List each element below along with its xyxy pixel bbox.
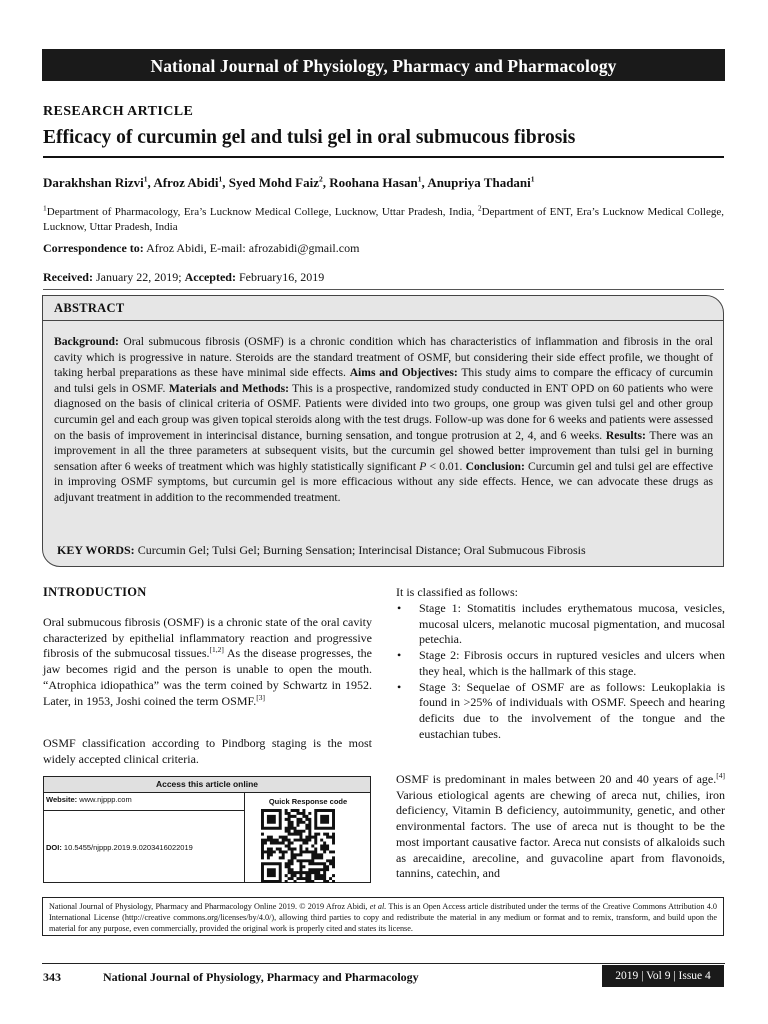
doi-field[interactable] xyxy=(46,843,193,852)
affiliation-text: Department of ENT, Era’s Lucknow Medical College, Lucknow, Uttar Pradesh, India xyxy=(43,206,724,233)
results-text: There was an improvement in all the three parameters at subsequent visits, but the curcumin gel showed better improvement than tulsi gel in burning sensation after 6 weeks of treatment which was highly statistically significant xyxy=(54,428,713,473)
author-separator: , xyxy=(222,175,229,190)
accepted-date: February16, 2019 xyxy=(235,270,325,284)
conclusion-label: Conclusion: xyxy=(465,459,525,473)
author-name: Anupriya Thadani xyxy=(427,175,531,190)
affiliation-text: Department of Pharmacology, Era’s Lucknow Medical College, Lucknow, Uttar Pradesh, India, xyxy=(46,206,478,218)
website-field[interactable] xyxy=(46,795,132,804)
footer-journal-name: National Journal of Physiology, Pharmacy and Pharmacology xyxy=(103,970,419,984)
author-affiliation-marker: 1 xyxy=(143,174,148,184)
title-divider xyxy=(43,156,724,158)
introduction-paragraph-1 xyxy=(43,615,372,709)
doi-link[interactable]: 10.5455/njppp.2019.9.0203416022019 xyxy=(61,843,193,852)
aims-label: Aims and Objectives: xyxy=(349,366,458,380)
stage-list xyxy=(396,601,725,742)
keywords xyxy=(57,543,586,558)
intro-text: Oral submucous fibrosis (OSMF) is a chronic state of the oral cavity characterized by epithelial inflammatory reaction and progressive fibrosis of the submucosal tissues. xyxy=(43,615,372,661)
license-text: This is an Open Access article distributed under the terms of the Creative Commons Attribution 4.0 International License (http://creative commons.org/licenses/by/4.0/), allowing third parties to copy and redistribute the material in any medium or format and to remix, transform, and build upon the material for any purpose, even commercially, provided the original work is properly cited and states its license. xyxy=(49,902,717,933)
p-value-symbol: P xyxy=(419,459,427,473)
intro-text: As the disease progresses, the jaw becomes rigid and the person is unable to open the mouth. “Atrophica idiopathica” was the term coined by Schwartz in 1952. Later, in 1953, Joshi coined the term OSMF. xyxy=(43,646,372,708)
author-affiliation-marker: 2 xyxy=(319,174,323,184)
citation-ref[interactable]: [4] xyxy=(716,771,725,780)
results-label: Results: xyxy=(605,428,646,442)
body-paragraph xyxy=(396,772,725,882)
citation-ref[interactable]: [3] xyxy=(256,692,265,702)
affiliations xyxy=(43,205,724,235)
qr-label: Quick Response code xyxy=(268,797,348,806)
background-label: Background: xyxy=(54,335,119,348)
footer-divider xyxy=(42,963,725,964)
license-box xyxy=(42,897,724,936)
body-text: OSMF is predominant in males between 20 and 40 years of age. xyxy=(396,772,717,786)
qr-code-icon[interactable] xyxy=(261,809,335,883)
list-item: • Stage 2: Fibrosis occurs in ruptured vesicles and ulcers when they heal, which is the hallmark of this stage. xyxy=(396,648,725,679)
aims-text: This study aims to compare the efficacy of curcumin and tulsi gels in OSMF. xyxy=(54,366,713,395)
abstract-body xyxy=(54,334,713,506)
website-link[interactable]: www.njppp.com xyxy=(77,795,132,804)
access-box-divider xyxy=(44,810,244,811)
list-item: • Stage 1: Stomatitis includes erythematous mucosa, vesicles, mucosal ulcers, melanotic mucosal pigmentation, and mucosal petechia. xyxy=(396,601,725,648)
methods-text: This is a prospective, randomized study conducted in ENT OPD on 60 patients who were diagnosed on the basis of clinical criteria of OSMF. Patients were divided into two groups, one group was given tulsi gel and other group curcumin gel and each group was given topical steroids along with the test drugs. Follow-up was done for 6 weeks and patients were assessed on the basis of improvement in interincisal distance, burning sensation, and tongue protrusion at 2, 4, and 6 weeks. xyxy=(54,381,713,442)
author-name: Syed Mohd Faiz xyxy=(228,175,320,190)
results-text-end: < 0.01. xyxy=(426,459,466,473)
received-label: Received: xyxy=(43,270,93,284)
correspondence-text[interactable]: Afroz Abidi, E-mail: afrozabidi@gmail.com xyxy=(143,241,360,255)
abstract-divider xyxy=(42,320,724,321)
author-name: Darakhshan Rizvi xyxy=(43,175,144,190)
author-separator: , xyxy=(147,175,154,190)
methods-label: Materials and Methods: xyxy=(168,381,289,395)
citation-ref[interactable]: [1,2] xyxy=(209,645,224,655)
article-type: RESEARCH ARTICLE xyxy=(43,104,194,119)
author-name: Roohana Hasan xyxy=(329,175,418,190)
author-separator: , xyxy=(322,175,330,190)
dates-divider xyxy=(43,289,724,290)
affiliation-marker: 1 xyxy=(43,203,47,213)
correspondence-label: Correspondence to: xyxy=(43,241,144,255)
affiliation-marker: 2 xyxy=(477,203,482,213)
author-affiliation-marker: 1 xyxy=(417,174,422,184)
author-affiliation-marker: 1 xyxy=(530,174,535,184)
author-affiliation-marker: 1 xyxy=(218,174,223,184)
license-text: National Journal of Physiology, Pharmacy and Pharmacology Online 2019. © 2019 Afroz Abidi, xyxy=(49,902,370,911)
article-dates xyxy=(43,270,324,285)
conclusion-text: Curcumin gel and tulsi gel are effective in improving OSMF symptoms, but curcumin gel is more efficacious without any side effects. Hence, we can advocate these drugs as adjuvant treatment in addition to the recommended treatment. xyxy=(54,459,713,504)
body-text: Various etiological agents are chewing of areca nut, chilies, iron deficiency, Vitamin B deficiency, autoimmunity, genetic, and other environmental factors. The use of areca nut is thought to be the most important causative factor. Areca nut consists of alkaloids such as arecaidine, arecoline, and guvacoline apart from flavonoids, tannins, catechin, and xyxy=(396,787,725,881)
access-box-divider xyxy=(244,792,245,883)
introduction-heading: INTRODUCTION xyxy=(43,585,147,599)
author-separator: , xyxy=(421,175,428,190)
received-date: January 22, 2019; xyxy=(92,270,185,284)
issue-badge: 2019 | Vol 9 | Issue 4 xyxy=(602,965,724,987)
keywords-label: KEY WORDS: xyxy=(57,543,135,557)
classification-intro: It is classified as follows: xyxy=(396,585,518,599)
doi-label: DOI: xyxy=(46,843,62,852)
access-box-heading: Access this article online xyxy=(44,777,370,793)
article-title: Efficacy of curcumin gel and tulsi gel in oral submucous fibrosis xyxy=(43,127,576,148)
page-number: 343 xyxy=(43,970,61,984)
access-article-box xyxy=(43,776,371,883)
keywords-text: Curcumin Gel; Tulsi Gel; Burning Sensation; Interincisal Distance; Oral Submucous Fibrosis xyxy=(134,543,586,557)
journal-banner: National Journal of Physiology, Pharmacy and Pharmacology xyxy=(42,49,725,81)
accepted-label: Accepted: xyxy=(184,270,236,284)
correspondence xyxy=(43,241,359,256)
author-name: Afroz Abidi xyxy=(153,175,219,190)
author-list xyxy=(43,175,535,191)
introduction-paragraph-2: OSMF classification according to Pindborg staging is the most widely accepted clinical criteria. xyxy=(43,736,372,766)
website-label: Website: xyxy=(46,795,78,804)
list-item: • Stage 3: Sequelae of OSMF are as follows: Leukoplakia is found in >25% of individuals with OSMF. Speech and hearing deficits due to the involvement of the tongue and the eustachian tubes. xyxy=(396,680,725,743)
background-text: Oral submucous fibrosis (OSMF) is a chronic condition which has characteristics of inflammation and fibrosis in the oral cavity which is progressive in nature. Steroids are the standard treatment of OSMF, but considering their side effect profile, we thought of taking herbal preparations as these have minimal side effects. xyxy=(54,335,713,380)
abstract-heading: ABSTRACT xyxy=(54,301,125,315)
license-etal: et al. xyxy=(369,902,387,911)
